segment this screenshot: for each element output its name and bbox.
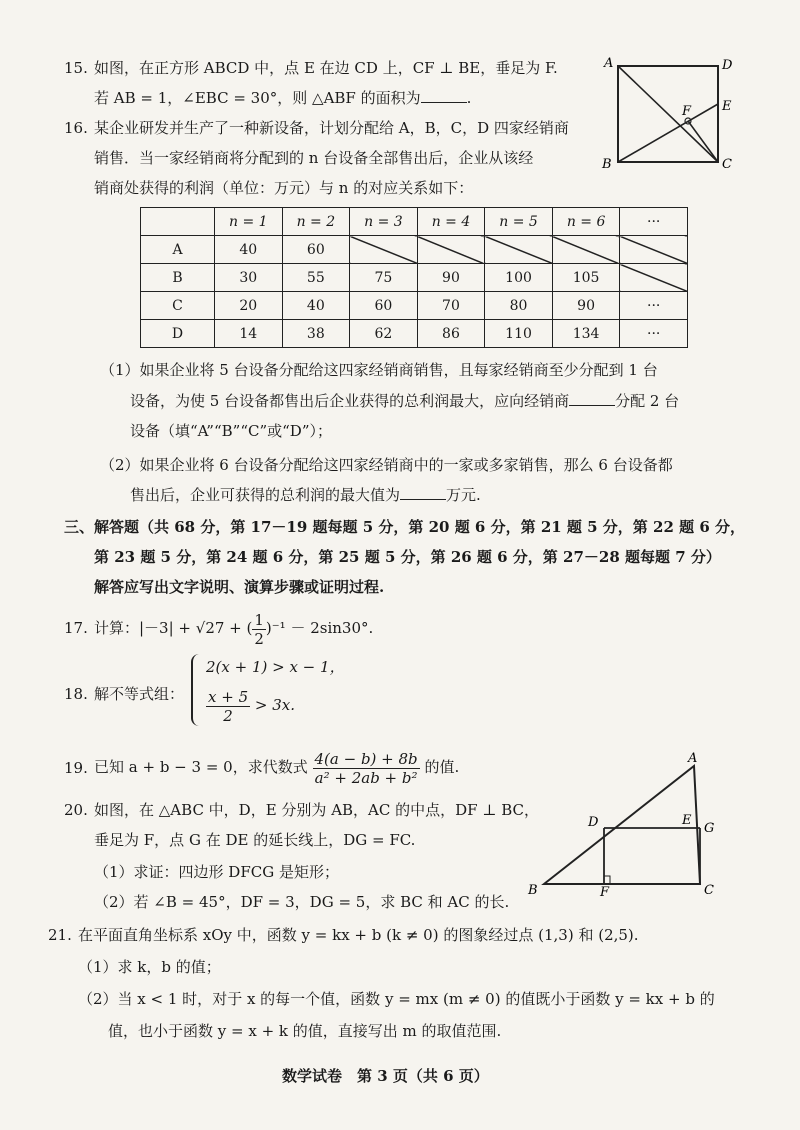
q15-square-diagram [598,52,738,170]
q19-number: 19. [64,759,88,777]
q16-text-line1: 某企业研发并生产了一种新设备，计划分配给 A，B，C，D 四家经销商 [94,119,569,137]
q16-part2-answer-blank [400,485,446,500]
q16-part2-line2: 售出后，企业可获得的总利润的最大值为 万元. [130,486,481,504]
table-cell: 90 [552,292,620,320]
q15-text-line2: 若 AB = 1，∠EBC = 30°，则 △ABF 的面积为 . [94,89,472,107]
empty-slash-cell [350,236,418,264]
q16-number: 16. [64,119,88,137]
q16-part2-line1: （2）如果企业将 6 台设备分配给这四家经销商中的一家或多家销售，那么 6 台设备都 [100,456,673,474]
q18-label: 解不等式组： [94,685,185,703]
table-row [141,292,688,320]
section3-instructions: 解答应写出文字说明、演算步骤或证明过程. [94,578,385,596]
q20-label-c: C [704,883,714,898]
q17-number: 17. [64,619,88,637]
table-row [141,264,688,292]
q20-label-g: G [704,821,715,836]
q20-triangle-diagram [524,748,724,898]
q15-label-a: A [604,56,614,71]
q15-text-line1: 如图，在正方形 ABCD 中，点 E 在边 CD 上，CF ⊥ BE，垂足为 F. [94,59,558,77]
section3-header-line2: 第 23 题 5 分，第 24 题 6 分，第 25 题 5 分，第 26 题 6 分，第 27－28 题每题 7 分） [94,548,721,566]
q15-label-e: E [722,99,732,114]
table-cell: 60 [350,292,418,320]
q21-number: 21. [48,926,72,944]
table-header-cell: n = 6 [552,208,620,236]
q16-profit-table [140,207,688,348]
table-cell: 62 [350,320,418,348]
empty-slash-cell [417,236,485,264]
q16-part1-line3: 设备（填“A”“B”“C”或“D”）； [130,422,333,440]
row-label-a: A [141,236,215,264]
table-cell: ··· [620,292,688,320]
q19-fraction: $\frac{4(a - b) + 8b}{\text{a² + 2ab + b²}}$ [314,749,418,787]
row-label-b: B [141,264,215,292]
q18-system-brace [191,654,201,726]
q20-number: 20. [64,801,88,819]
table-cell: 90 [417,264,485,292]
q21-part1: （1）求 k，b 的值； [78,958,221,976]
table-cell: 105 [552,264,620,292]
q16-part1-answer-blank [569,391,615,406]
table-cell: 14 [215,320,283,348]
q20-label-b: B [528,883,538,898]
row-label-d: D [141,320,215,348]
q16-part1-line1: （1）如果企业将 5 台设备分配给这四家经销商销售，且每家经销商至少分配到 1 台 [100,361,658,379]
section3-header-line1: 三、解答题（共 68 分，第 17－19 题每题 5 分，第 20 题 6 分，第 21 题 5 分，第 22 题 6 分， [64,518,745,536]
q16-text-line3: 销商处获得的利润（单位：万元）与 n 的对应关系如下： [94,179,474,197]
q20-text-line1: 如图，在 △ABC 中，D，E 分别为 AB，AC 的中点，DF ⊥ BC， [94,801,539,819]
table-row [141,236,688,264]
q18-fraction: $\frac{x + 5}{2}$ [208,687,249,725]
table-cell: 38 [282,320,350,348]
q19-expression: 已知 a + b − 3 = 0，求代数式 $\frac{4(a - b) + 8b}{\text{a² + 2ab + b²}}$ 的值. [94,749,460,787]
q20-part1: （1）求证：四边形 DFCG 是矩形； [94,863,339,881]
table-cell: 110 [485,320,553,348]
table-row [141,320,688,348]
q20-label-d: D [588,815,599,830]
empty-slash-cell [552,236,620,264]
table-cell: 86 [417,320,485,348]
q15-label-f: F [682,104,692,119]
q17-fraction: $\frac{1}{2}$ [254,610,264,648]
row-label-c: C [141,292,215,320]
q20-label-a: A [688,751,698,766]
table-cell: 60 [282,236,350,264]
q21-part2-line1: （2）当 x < 1 时，对于 x 的每一个值，函数 y = mx (m ≠ 0) 的值既小于函数 y = kx + b 的 [78,990,715,1008]
page-footer: 数学试卷 第 3 页（共 6 页） [282,1067,489,1085]
q20-label-f: F [600,885,610,898]
empty-slash-cell [620,264,688,292]
table-cell: ··· [620,320,688,348]
table-cell: 75 [350,264,418,292]
table-cell: 80 [485,292,553,320]
table-header-cell: n = 5 [485,208,553,236]
q21-part2-line2: 值，也小于函数 y = x + k 的值，直接写出 m 的取值范围. [108,1022,502,1040]
q15-label-b: B [602,157,612,170]
table-cell: 70 [417,292,485,320]
empty-slash-cell [620,236,688,264]
table-cell: 55 [282,264,350,292]
q20-part2: （2）若 ∠B = 45°，DF = 3，DG = 5，求 BC 和 AC 的长. [94,893,510,911]
table-cell: 134 [552,320,620,348]
q15-label-d: D [722,58,733,73]
table-header-cell: n = 2 [282,208,350,236]
q18-inequality-1: 2(x + 1) > x − 1， [206,658,345,676]
table-header-row [141,208,688,236]
q20-text-line2: 垂足为 F，点 G 在 DE 的延长线上，DG = FC. [94,831,416,849]
table-header-cell: n = 1 [215,208,283,236]
empty-slash-cell [485,236,553,264]
q17-expression: 计算：|－3| + √27 + ( $\frac{1}{2}$ )⁻¹ － 2sin30°. [94,610,374,648]
table-cell: 100 [485,264,553,292]
q18-number: 18. [64,685,88,703]
q15-number: 15. [64,59,88,77]
table-header-cell: n = 3 [350,208,418,236]
q20-label-e: E [682,813,692,828]
table-cell: 20 [215,292,283,320]
q16-text-line2: 销售．当一家经销商将分配到的 n 台设备全部售出后，企业从该经 [94,149,534,167]
q15-label-c: C [722,157,732,170]
table-header-cell [141,208,215,236]
q21-text-line1: 在平面直角坐标系 xOy 中，函数 y = kx + b (k ≠ 0) 的图象经过点 (1,3) 和 (2,5). [78,926,639,944]
table-cell: 40 [215,236,283,264]
table-header-cell: n = 4 [417,208,485,236]
table-header-cell: ··· [620,208,688,236]
q18-inequality-2: $\frac{x + 5}{2}$ > 3x. [208,687,295,725]
table-cell: 30 [215,264,283,292]
table-cell: 40 [282,292,350,320]
q15-answer-blank [421,88,467,103]
q16-part1-line2: 设备，为使 5 台设备都售出后企业获得的总利润最大，应向经销商 分配 2 台 [130,392,680,410]
